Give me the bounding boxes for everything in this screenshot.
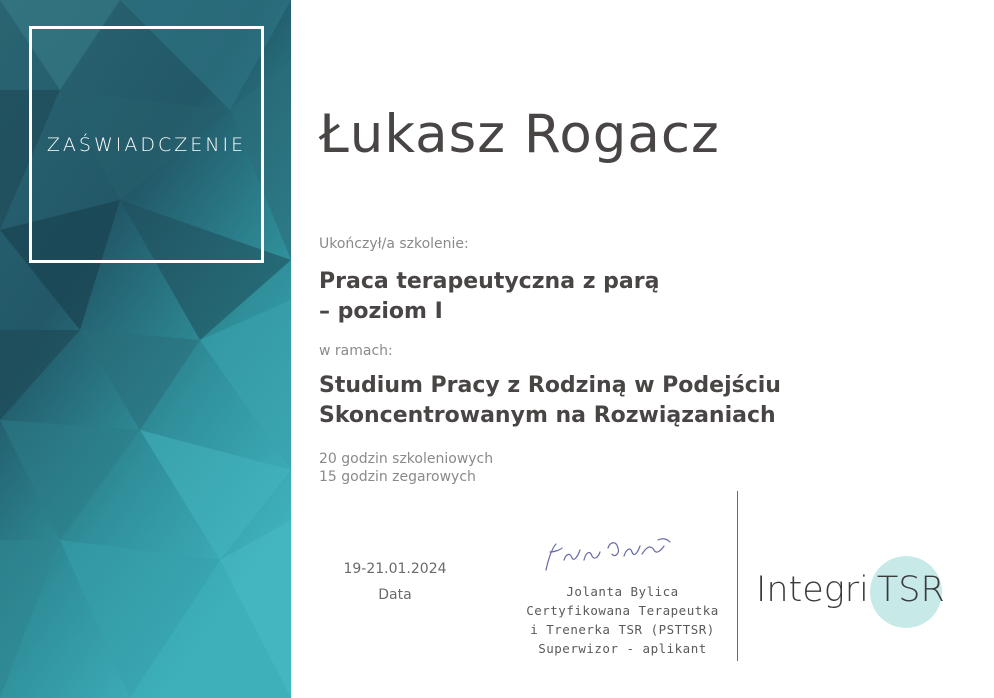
logo-part2: TSR <box>876 570 945 610</box>
handwritten-signature <box>538 530 678 578</box>
date-label: Data <box>378 587 412 603</box>
decorative-side-panel <box>0 0 291 698</box>
signer-title: Certyfikowana Terapeutka <box>526 603 719 618</box>
completed-label: Ukończył/a szkolenie: <box>319 236 469 252</box>
signer-name: Jolanta Bylica <box>566 584 679 599</box>
program-title-line1: Studium Pracy z Rodziną w Podejściu <box>319 373 781 398</box>
within-label: w ramach: <box>319 343 393 359</box>
course-title-line1: Praca terapeutyczna z parą <box>319 269 660 294</box>
certificate-heading: ZAŚWIADCZENIE <box>46 133 247 156</box>
program-title <box>319 371 879 431</box>
hours-clock: 15 godzin zegarowych <box>319 469 476 485</box>
course-title-line2: – poziom I <box>319 299 443 324</box>
date-block <box>320 556 470 608</box>
signer-role: i Trenerka TSR (PSTTSR) <box>530 622 715 637</box>
heading-frame <box>29 26 264 263</box>
vertical-divider <box>737 491 738 661</box>
logo-part1: Integri <box>756 570 869 610</box>
course-title <box>319 267 739 327</box>
program-title-line2: Skoncentrowanym na Rozwiązaniach <box>319 403 776 428</box>
date-value: 19-21.01.2024 <box>343 561 447 577</box>
signer-status: Superwizor - aplikant <box>538 641 707 656</box>
recipient-name: Łukasz Rogacz <box>319 104 720 165</box>
signer-block <box>515 582 730 658</box>
hours-info <box>319 450 493 486</box>
logo-text <box>756 570 945 610</box>
integritsr-logo <box>756 556 956 632</box>
hours-training: 20 godzin szkoleniowych <box>319 451 494 467</box>
